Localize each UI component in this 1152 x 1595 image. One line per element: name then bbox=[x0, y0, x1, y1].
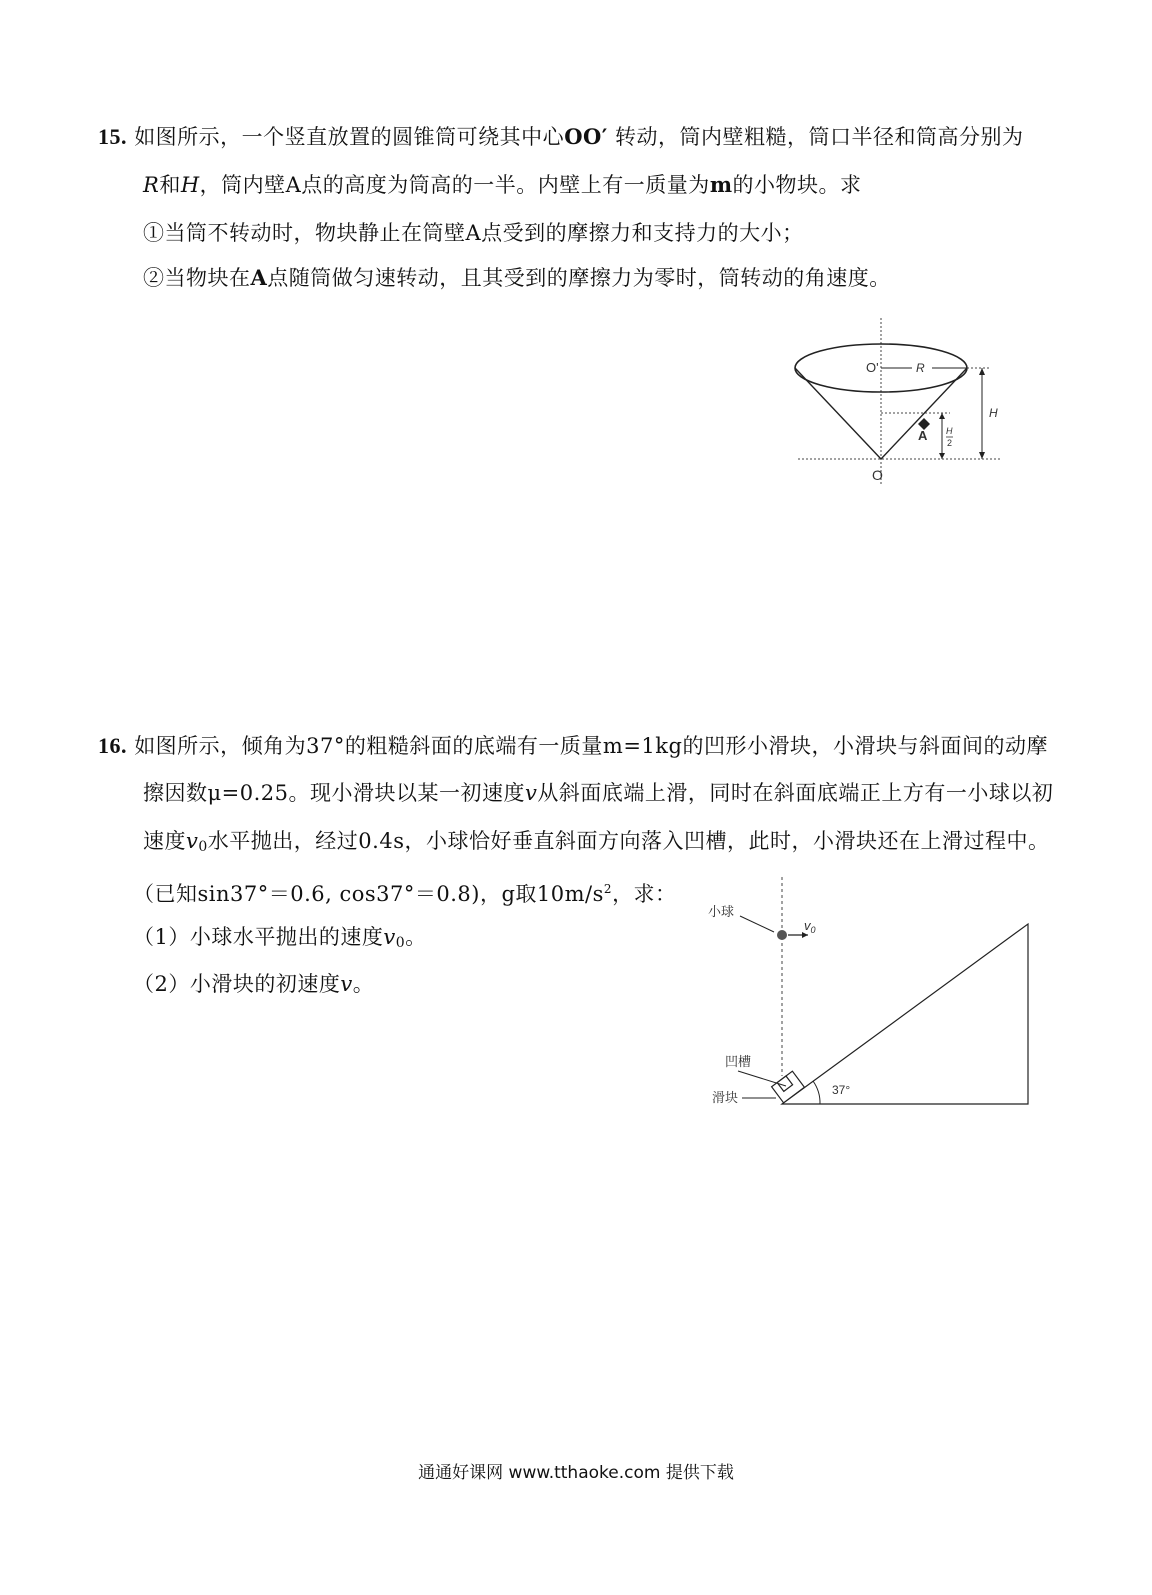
h2-arrow-top bbox=[939, 413, 945, 419]
q15-and: 和 bbox=[159, 173, 181, 197]
q15-part1-text: ①当筒不转动时，物块静止在筒壁A点受到的摩擦力和支持力的大小； bbox=[143, 221, 804, 245]
label-a: A bbox=[918, 428, 928, 443]
q15-number: 15. bbox=[98, 124, 127, 149]
label-ball: 小球 bbox=[708, 904, 735, 919]
q15-part2-text-cont: 点随筒做匀速转动，且其受到的摩擦力为零时，筒转动的角速度。 bbox=[267, 266, 891, 290]
q16-line1 bbox=[98, 733, 1048, 759]
ball-pointer bbox=[740, 916, 774, 932]
cone-left-side bbox=[795, 368, 881, 459]
q15-text: 如图所示，一个竖直放置的圆锥筒可绕其中心 bbox=[134, 125, 565, 149]
footer: 通通好课网 www.tthaoke.com 提供下载 bbox=[418, 1463, 734, 1483]
h-arrow-top bbox=[979, 368, 985, 375]
groove-pointer bbox=[738, 1071, 786, 1086]
q15-a-symbol: A bbox=[250, 265, 268, 290]
q16-part1-sub: 0 bbox=[395, 935, 406, 951]
h2-arrow-bottom bbox=[939, 453, 945, 459]
groove-block bbox=[772, 1071, 805, 1103]
q16-text-4: （已知sin37°＝0.6, cos37°＝0.8)，g取10m/s bbox=[133, 882, 604, 906]
q15-part2 bbox=[143, 265, 891, 291]
angle-arc bbox=[813, 1081, 820, 1104]
q16-part1-text: （1）小球水平抛出的速度 bbox=[133, 925, 384, 949]
incline bbox=[782, 924, 1028, 1104]
label-r: R bbox=[916, 361, 925, 375]
q16-sup: 2 bbox=[603, 882, 613, 896]
label-angle: 37° bbox=[832, 1083, 851, 1097]
q15-axis-label: OO′ bbox=[564, 124, 608, 149]
q16-part1-v: v bbox=[383, 925, 396, 949]
q16-line3 bbox=[143, 828, 1049, 860]
label-o-top: O' bbox=[866, 360, 879, 375]
q16-number: 16. bbox=[98, 733, 127, 758]
ball bbox=[777, 930, 787, 940]
q15-text-2: ，筒内壁A点的高度为筒高的一半。内壁上有一质量为 bbox=[199, 173, 710, 197]
label-h2-num: H bbox=[946, 426, 953, 436]
q16-text-3b: 水平抛出，经过0.4s，小球恰好垂直斜面方向落入凹槽，此时，小滑块还在上滑过程中。 bbox=[207, 829, 1050, 853]
q16-part1 bbox=[133, 924, 427, 956]
q16-v-symbol: v bbox=[525, 781, 538, 805]
q15-r-symbol: R bbox=[143, 173, 160, 197]
q16-text-4b: ，求： bbox=[612, 882, 677, 906]
q16-part2 bbox=[133, 971, 374, 997]
q16-part2-end: 。 bbox=[352, 972, 375, 996]
q15-h-symbol: H bbox=[180, 173, 200, 197]
q16-v0-symbol: v bbox=[186, 829, 199, 853]
label-v0: $v_0$ bbox=[804, 918, 816, 935]
q15-line2 bbox=[143, 172, 862, 198]
q15-text-3: 的小物块。求 bbox=[732, 173, 862, 197]
label-block: 滑块 bbox=[712, 1090, 739, 1105]
h-arrow-bottom bbox=[979, 452, 985, 459]
q16-part1-end: 。 bbox=[405, 925, 427, 949]
q16-part2-v: v bbox=[340, 972, 353, 996]
label-groove: 凹槽 bbox=[725, 1054, 752, 1069]
q15-part1 bbox=[143, 220, 804, 246]
q16-line4 bbox=[133, 876, 677, 907]
q16-text-3: 速度 bbox=[143, 829, 186, 853]
q15-m-symbol: m bbox=[709, 172, 733, 197]
q16-part2-text: （2）小滑块的初速度 bbox=[133, 972, 341, 996]
q15-text-cont: 转动，筒内壁粗糙，筒口半径和筒高分别为 bbox=[607, 125, 1024, 149]
q16-line2 bbox=[143, 780, 1053, 806]
q16-text-2: 擦因数μ=0.25。现小滑块以某一初速度 bbox=[143, 781, 526, 805]
q16-text: 如图所示，倾角为37°的粗糙斜面的底端有一质量m=1kg的凹形小滑块，小滑块与斜面间的动摩 bbox=[134, 734, 1048, 758]
q16-text-2b: 从斜面底端上滑，同时在斜面底端正上方有一小球以初 bbox=[537, 781, 1054, 805]
q15-line1 bbox=[98, 124, 1024, 150]
label-h: H bbox=[989, 406, 998, 420]
q15-part2-text: ②当物块在 bbox=[143, 266, 251, 290]
q16-incline-figure bbox=[700, 872, 1040, 1112]
label-o: O bbox=[872, 467, 883, 483]
label-h2-den: 2 bbox=[947, 438, 953, 448]
q15-cone-figure bbox=[790, 318, 1030, 488]
q16-v0-sub: 0 bbox=[198, 839, 208, 855]
